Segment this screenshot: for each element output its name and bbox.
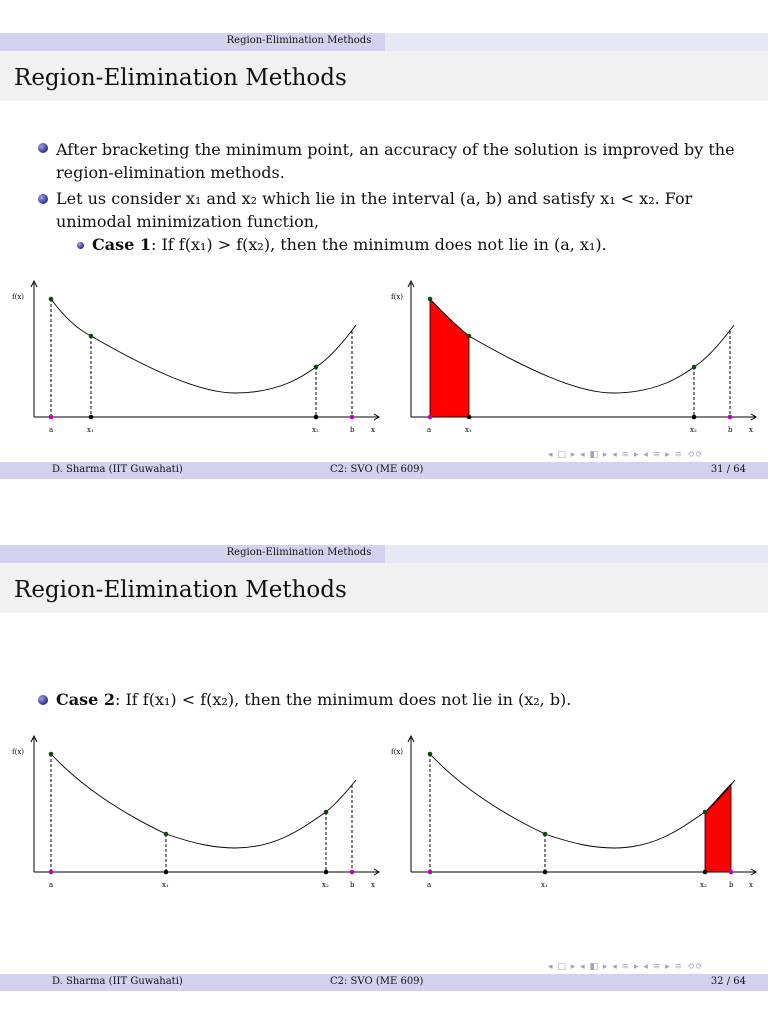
point-x2 — [314, 415, 319, 420]
point-x2 — [692, 415, 697, 420]
label-x2: x₂ — [690, 426, 697, 434]
eliminated-region — [430, 299, 469, 417]
point-x1 — [164, 870, 169, 875]
point-x1 — [543, 870, 548, 875]
header-section: Region-Elimination Methods — [226, 547, 372, 558]
footer-page-number: 32 / 64 — [710, 976, 746, 987]
plot-left — [12, 736, 379, 889]
point-fa — [428, 297, 433, 302]
plot-right — [391, 281, 756, 434]
label-b: b — [729, 881, 734, 889]
footer-course: C2: SVO (ME 609) — [330, 464, 424, 475]
label-a: a — [49, 426, 54, 434]
point-x2 — [324, 870, 329, 875]
label-x: x — [371, 881, 375, 889]
y-label: f(x) — [12, 293, 25, 301]
point-fx2 — [314, 365, 319, 370]
case2-text — [56, 688, 746, 711]
footer-course: C2: SVO (ME 609) — [330, 976, 424, 987]
label-x1: x₁ — [541, 881, 548, 889]
label-a: a — [427, 881, 432, 889]
case2-plots — [0, 730, 768, 900]
label-x: x — [749, 426, 753, 434]
point-fx1 — [467, 334, 472, 339]
point-fx2 — [324, 810, 329, 815]
case1-label: Case 1 — [92, 235, 151, 254]
bullet-marker — [38, 695, 48, 705]
footer-bar — [0, 462, 768, 479]
point-fx1 — [164, 832, 169, 837]
point-a — [49, 415, 54, 420]
point-a — [428, 870, 433, 875]
plot-right — [391, 736, 756, 889]
case1-plots — [0, 275, 768, 445]
point-fx1 — [543, 832, 548, 837]
label-x2: x₂ — [322, 881, 329, 889]
label-b: b — [728, 426, 733, 434]
function-curve — [51, 299, 356, 393]
slide-title: Region-Elimination Methods — [14, 577, 347, 603]
label-x: x — [371, 426, 375, 434]
beamer-navigation-icons[interactable]: ◂ □ ▸ ◂ ◧ ▸ ◂ ≡ ▸ ◂ ≡ ▸ ≡ ⟲⟳ — [548, 450, 705, 460]
label-a: a — [427, 426, 432, 434]
point-b — [350, 415, 355, 420]
label-x2: x₂ — [312, 426, 319, 434]
point-x1 — [467, 415, 472, 420]
case1-body: : If f(x₁) > f(x₂), then the minimum does not lie in (a, x₁). — [151, 235, 607, 254]
label-a: a — [49, 881, 54, 889]
point-fa — [428, 752, 433, 757]
bullet-text-2: Let us consider x₁ and x₂ which lie in the interval (a, b) and satisfy x₁ < x₂. For unimodal minimization function, — [56, 189, 693, 231]
point-x1 — [89, 415, 94, 420]
label-x: x — [749, 881, 753, 889]
slide-title: Region-Elimination Methods — [14, 65, 347, 91]
y-label: f(x) — [391, 293, 404, 301]
function-curve — [430, 754, 735, 848]
point-fa — [49, 752, 54, 757]
point-fa — [49, 297, 54, 302]
point-fx2 — [703, 810, 708, 815]
label-x1: x₁ — [465, 426, 472, 434]
label-b: b — [350, 426, 355, 434]
label-x2: x₂ — [700, 881, 707, 889]
footer-author: D. Sharma (IIT Guwahati) — [52, 976, 183, 987]
case2-body: : If f(x₁) < f(x₂), then the minimum does not lie in (x₂, b). — [115, 690, 572, 709]
y-label: f(x) — [391, 748, 404, 756]
y-label: f(x) — [12, 748, 25, 756]
footer-bar — [0, 974, 768, 991]
point-a — [428, 415, 433, 420]
point-fx1 — [89, 334, 94, 339]
point-fx2 — [692, 365, 697, 370]
title-bar — [0, 563, 768, 613]
label-x1: x₁ — [162, 881, 169, 889]
header-bar — [0, 33, 768, 51]
point-b — [728, 415, 733, 420]
case2-label: Case 2 — [56, 690, 115, 709]
point-x2 — [703, 870, 708, 875]
bullet-marker — [38, 143, 48, 153]
header-section: Region-Elimination Methods — [226, 35, 372, 46]
case1-text — [92, 233, 732, 256]
footer-page-number: 31 / 64 — [710, 464, 746, 475]
footer-author: D. Sharma (IIT Guwahati) — [52, 464, 183, 475]
slide-32 — [0, 512, 768, 1024]
label-b: b — [350, 881, 355, 889]
function-curve — [430, 299, 734, 393]
beamer-navigation-icons[interactable]: ◂ □ ▸ ◂ ◧ ▸ ◂ ≡ ▸ ◂ ≡ ▸ ≡ ⟲⟳ — [548, 962, 705, 972]
point-b — [350, 870, 355, 875]
subbullet-marker — [77, 242, 84, 249]
header-bar — [0, 545, 768, 563]
point-a — [49, 870, 54, 875]
eliminated-region — [705, 784, 731, 872]
title-bar — [0, 51, 768, 101]
label-x1: x₁ — [87, 426, 94, 434]
plot-left — [12, 281, 379, 434]
bullet-marker — [38, 194, 48, 204]
bullet-text-1: After bracketing the minimum point, an accuracy of the solution is improved by the region-elimination methods. — [56, 140, 735, 182]
point-b — [729, 870, 734, 875]
function-curve — [51, 754, 356, 848]
